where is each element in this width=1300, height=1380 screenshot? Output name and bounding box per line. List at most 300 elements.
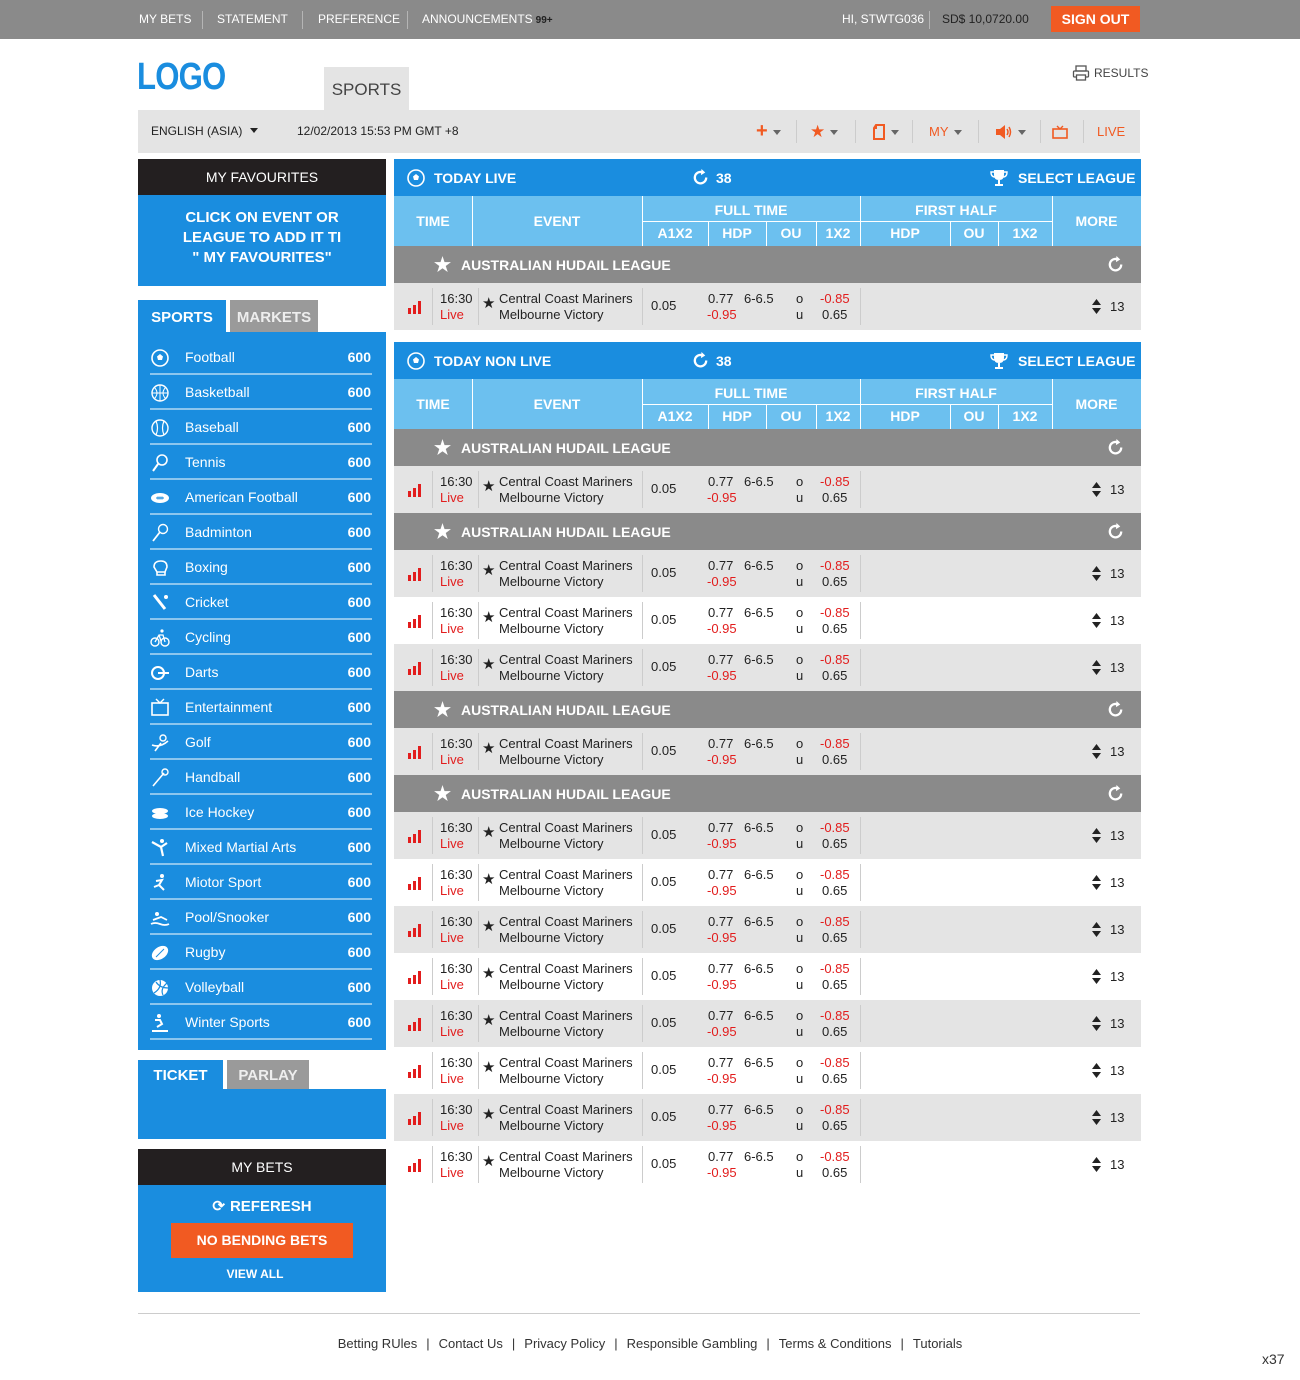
col-hdp: HDP — [890, 408, 920, 424]
away-team: Melbourne Victory — [499, 1118, 604, 1133]
col-time: TIME — [416, 396, 450, 412]
printer-icon — [1072, 64, 1090, 82]
sidebar-item-volleyball[interactable] — [150, 970, 372, 1005]
odds-hdp-top[interactable]: 0.77 — [708, 867, 734, 882]
refresh-icon[interactable] — [1106, 784, 1125, 803]
refresh-icon[interactable] — [691, 168, 710, 187]
more-markets-count[interactable]: 13 — [1110, 922, 1125, 937]
match-status: Live — [440, 836, 464, 851]
away-team: Melbourne Victory — [499, 1024, 604, 1039]
odds-ou-bottom[interactable]: 0.65 — [822, 883, 848, 898]
stats-bar-icon[interactable] — [407, 614, 423, 628]
odds-ou-bottom[interactable]: 0.65 — [822, 977, 848, 992]
odds-ou-top[interactable]: -0.85 — [820, 961, 850, 976]
odds-hdp-bottom[interactable]: -0.95 — [707, 930, 737, 945]
sort-arrows-icon[interactable] — [1091, 298, 1102, 315]
divider — [642, 733, 643, 770]
odds-ou-top[interactable]: -0.85 — [820, 605, 850, 620]
more-markets-count[interactable]: 13 — [1110, 1157, 1125, 1172]
odds-a1x2[interactable]: 0.05 — [651, 743, 677, 758]
odds-ou-bottom[interactable]: 0.65 — [822, 1118, 848, 1133]
stats-bar-icon[interactable] — [407, 876, 423, 890]
section-header — [394, 342, 1141, 379]
match-time: 16:30 — [440, 474, 473, 489]
under-label: u — [796, 883, 804, 898]
odds-hdp-top[interactable]: 0.77 — [708, 820, 734, 835]
more-markets-count[interactable]: 13 — [1110, 1110, 1125, 1125]
divider — [432, 1146, 433, 1183]
odds-ou-bottom[interactable]: 0.65 — [822, 752, 848, 767]
odds-ou-top[interactable]: -0.85 — [820, 1008, 850, 1023]
refresh-icon[interactable] — [1106, 700, 1125, 719]
match-row[interactable] — [394, 1047, 1141, 1094]
more-markets-count[interactable]: 13 — [1110, 744, 1125, 759]
match-row[interactable] — [394, 953, 1141, 1000]
more-markets-count[interactable]: 13 — [1110, 875, 1125, 890]
section-header — [394, 159, 1141, 196]
home-team: Central Coast Mariners — [499, 474, 633, 489]
more-markets-count[interactable]: 13 — [1110, 613, 1125, 628]
footer-link-contact-us[interactable]: Contact Us — [438, 1336, 503, 1351]
odds-a1x2[interactable]: 0.05 — [651, 968, 677, 983]
stats-bar-icon[interactable] — [407, 661, 423, 675]
more-markets-count[interactable]: 13 — [1110, 482, 1125, 497]
odds-a1x2[interactable]: 0.05 — [651, 565, 677, 580]
refresh-icon[interactable] — [691, 351, 710, 370]
match-status: Live — [440, 307, 464, 322]
refresh-icon[interactable] — [1106, 255, 1125, 274]
sort-arrows-icon[interactable] — [1091, 968, 1102, 985]
sport-count: 600 — [347, 664, 371, 680]
odds-hdp-top[interactable]: 0.77 — [708, 914, 734, 929]
odds-hdp-top[interactable]: 0.77 — [708, 1055, 734, 1070]
match-row[interactable] — [394, 550, 1141, 597]
odds-hdp-bottom[interactable]: -0.95 — [707, 574, 737, 589]
stats-bar-icon[interactable] — [407, 1111, 423, 1125]
match-row[interactable] — [394, 906, 1141, 953]
odds-hdp-top[interactable]: 0.77 — [708, 1149, 734, 1164]
odds-a1x2[interactable]: 0.05 — [651, 298, 677, 313]
sidebar-item-tennis[interactable] — [150, 445, 372, 480]
sort-arrows-icon[interactable] — [1091, 874, 1102, 891]
divider — [860, 1005, 861, 1042]
odds-hdp-top[interactable]: 0.77 — [708, 736, 734, 751]
odds-ou-top[interactable]: -0.85 — [820, 1102, 850, 1117]
divider — [642, 911, 643, 948]
footer-links — [0, 1336, 1300, 1351]
divider — [478, 602, 479, 639]
odds-hdp-top[interactable]: 0.77 — [708, 558, 734, 573]
sort-arrows-icon[interactable] — [1091, 827, 1102, 844]
odds-hdp-bottom[interactable]: -0.95 — [707, 977, 737, 992]
sport-count: 600 — [347, 1014, 371, 1030]
odds-a1x2[interactable]: 0.05 — [651, 659, 677, 674]
odds-ou-bottom[interactable]: 0.65 — [822, 1165, 848, 1180]
star-icon[interactable]: ★ — [434, 255, 452, 276]
divider — [860, 1099, 861, 1136]
add-menu[interactable] — [756, 110, 781, 153]
match-row[interactable] — [394, 1094, 1141, 1141]
sport-name: Pool/Snooker — [185, 909, 270, 925]
sport-count: 600 — [347, 804, 371, 820]
footer-link-privacy-policy[interactable]: Privacy Policy — [524, 1336, 606, 1351]
match-row[interactable] — [394, 859, 1141, 906]
star-icon[interactable]: ★ — [434, 784, 452, 805]
odds-ou-bottom[interactable]: 0.65 — [822, 930, 848, 945]
more-markets-count[interactable]: 13 — [1110, 299, 1125, 314]
match-status: Live — [440, 1071, 464, 1086]
tab-parlay[interactable]: PARLAY — [227, 1060, 309, 1089]
odds-a1x2[interactable]: 0.05 — [651, 1015, 677, 1030]
stats-bar-icon[interactable] — [407, 970, 423, 984]
odds-ou-bottom[interactable]: 0.65 — [822, 1071, 848, 1086]
home-team: Central Coast Mariners — [499, 867, 633, 882]
star-icon[interactable]: ★ — [434, 438, 452, 459]
my-bets-link[interactable]: MY BETS — [139, 12, 192, 26]
refresh-label: REFERESH — [229, 1198, 312, 1215]
select-league-button[interactable]: SELECT LEAGUE — [1018, 353, 1136, 369]
divider — [478, 911, 479, 948]
favourites-hint-line: CLICK ON EVENT OR — [185, 209, 339, 226]
match-status: Live — [440, 1165, 464, 1180]
logo[interactable]: LOGO — [137, 56, 226, 98]
plus-icon: + — [756, 120, 768, 142]
balance: SD$ 10,0720.00 — [942, 12, 1029, 26]
sport-name: Football — [185, 349, 235, 365]
sidebar-item-winter-sports[interactable] — [150, 1005, 372, 1040]
away-team: Melbourne Victory — [499, 836, 604, 851]
divider — [860, 602, 861, 639]
league-header[interactable] — [394, 775, 1141, 812]
odds-hdp-bottom[interactable]: -0.95 — [707, 752, 737, 767]
favourite-star-icon[interactable]: ★ — [482, 562, 496, 579]
league-header[interactable] — [394, 513, 1141, 550]
favourite-star-icon[interactable]: ★ — [482, 295, 496, 312]
odds-hdp-bottom[interactable]: -0.95 — [707, 490, 737, 505]
stats-bar-icon[interactable] — [407, 923, 423, 937]
divider — [642, 288, 643, 325]
sort-arrows-icon[interactable] — [1091, 612, 1102, 629]
odds-a1x2[interactable]: 0.05 — [651, 874, 677, 889]
chevron-down-icon — [773, 130, 781, 139]
odds-hdp-bottom[interactable]: -0.95 — [707, 836, 737, 851]
col-ou: OU — [963, 408, 985, 424]
league-header[interactable] — [394, 246, 1141, 283]
stats-bar-icon[interactable] — [407, 1017, 423, 1031]
odds-hdp-top[interactable]: 0.77 — [708, 291, 734, 306]
sidebar-item-miotor-sport[interactable] — [150, 865, 372, 900]
odds-ou-top[interactable]: -0.85 — [820, 914, 850, 929]
odds-hdp-top[interactable]: 0.77 — [708, 605, 734, 620]
tab-ticket[interactable]: TICKET — [138, 1060, 223, 1089]
odds-ou-bottom[interactable]: 0.65 — [822, 621, 848, 636]
sidebar-item-entertainment[interactable] — [150, 690, 372, 725]
sort-arrows-icon[interactable] — [1091, 1015, 1102, 1032]
favourite-star-icon[interactable]: ★ — [482, 871, 496, 888]
divider — [642, 649, 643, 686]
col-event: EVENT — [533, 213, 581, 229]
odds-a1x2[interactable]: 0.05 — [651, 921, 677, 936]
more-markets-count[interactable]: 13 — [1110, 828, 1125, 843]
odds-ou-bottom[interactable]: 0.65 — [822, 490, 848, 505]
odds-hdp-top[interactable]: 0.77 — [708, 961, 734, 976]
stats-bar-icon[interactable] — [407, 483, 423, 497]
handicap-line: 6-6.5 — [744, 1055, 774, 1070]
zoom-label: x37 — [1262, 1351, 1285, 1367]
sidebar-item-baseball[interactable] — [150, 410, 372, 445]
sidebar-item-handball[interactable] — [150, 760, 372, 795]
favourites-menu[interactable] — [810, 110, 838, 153]
tab-markets[interactable]: MARKETS — [230, 300, 318, 333]
sidebar-item-darts[interactable] — [150, 655, 372, 690]
odds-ou-bottom[interactable]: 0.65 — [822, 574, 848, 589]
divider — [642, 555, 643, 592]
under-label: u — [796, 836, 804, 851]
sidebar-item-pool-snooker[interactable] — [150, 900, 372, 935]
sidebar-item-badminton[interactable] — [150, 515, 372, 550]
favourite-star-icon[interactable]: ★ — [482, 740, 496, 757]
refresh-icon[interactable] — [1106, 522, 1125, 541]
divider — [860, 555, 861, 592]
divider — [860, 911, 861, 948]
odds-hdp-bottom[interactable]: -0.95 — [707, 307, 737, 322]
under-label: u — [796, 752, 804, 767]
col-b: 1X2 — [1012, 408, 1038, 424]
league-header[interactable] — [394, 429, 1141, 466]
match-row[interactable] — [394, 597, 1141, 644]
favourite-star-icon[interactable]: ★ — [482, 656, 496, 673]
stats-bar-icon[interactable] — [407, 300, 423, 314]
sidebar-item-boxing[interactable] — [150, 550, 372, 585]
divider — [472, 196, 473, 246]
match-status: Live — [440, 574, 464, 589]
odds-hdp-bottom[interactable]: -0.95 — [707, 668, 737, 683]
divider — [478, 288, 479, 325]
odds-a1x2[interactable]: 0.05 — [651, 827, 677, 842]
match-row[interactable] — [394, 644, 1141, 691]
sort-arrows-icon[interactable] — [1091, 659, 1102, 676]
more-markets-count[interactable]: 13 — [1110, 969, 1125, 984]
section-title: TODAY NON LIVE — [434, 353, 552, 369]
match-status: Live — [440, 883, 464, 898]
home-team: Central Coast Mariners — [499, 558, 633, 573]
favourite-star-icon[interactable]: ★ — [482, 1059, 496, 1076]
odds-hdp-bottom[interactable]: -0.95 — [707, 621, 737, 636]
my-bets-header: MY BETS — [138, 1149, 386, 1185]
divider — [642, 817, 643, 854]
more-markets-count[interactable]: 13 — [1110, 566, 1125, 581]
stats-bar-icon[interactable] — [407, 745, 423, 759]
stats-bar-icon[interactable] — [407, 567, 423, 581]
handball-icon — [150, 768, 170, 788]
sort-arrows-icon[interactable] — [1091, 1156, 1102, 1173]
star-icon[interactable]: ★ — [434, 700, 452, 721]
col-a: A1X2 — [657, 408, 693, 424]
favourite-star-icon[interactable]: ★ — [482, 609, 496, 626]
more-markets-count[interactable]: 13 — [1110, 1063, 1125, 1078]
divider — [860, 864, 861, 901]
sort-arrows-icon[interactable] — [1091, 1062, 1102, 1079]
sport-count: 600 — [347, 454, 371, 470]
preference-link[interactable]: PREFERENCE — [318, 12, 401, 26]
chevron-down-icon — [891, 130, 899, 139]
sidebar-item-golf[interactable] — [150, 725, 372, 760]
divider — [472, 379, 473, 429]
odds-ou-bottom[interactable]: 0.65 — [822, 836, 848, 851]
sidebar-item-basketball[interactable] — [150, 375, 372, 410]
col-ou: OU — [780, 225, 802, 241]
sidebar-item-mixed-martial-arts[interactable] — [150, 830, 372, 865]
odds-hdp-bottom[interactable]: -0.95 — [707, 1165, 737, 1180]
match-row[interactable] — [394, 1141, 1141, 1188]
odds-ou-top[interactable]: -0.85 — [820, 652, 850, 667]
language-select[interactable] — [151, 110, 258, 153]
match-row[interactable] — [394, 1000, 1141, 1047]
odds-hdp-bottom[interactable]: -0.95 — [707, 1071, 737, 1086]
divider — [816, 405, 817, 429]
footer-link-responsible-gambling[interactable]: Responsible Gambling — [626, 1336, 758, 1351]
odds-ou-top[interactable]: -0.85 — [820, 291, 850, 306]
refresh-button[interactable] — [138, 1197, 386, 1215]
favourite-star-icon[interactable]: ★ — [482, 918, 496, 935]
star-icon[interactable]: ★ — [434, 522, 452, 543]
sport-name: Rugby — [185, 944, 226, 960]
divider — [202, 11, 203, 29]
golf-icon — [150, 733, 170, 753]
odds-a1x2[interactable]: 0.05 — [651, 1109, 677, 1124]
announcements-link[interactable] — [422, 0, 553, 39]
col-more: MORE — [1075, 396, 1118, 412]
datetime: 12/02/2013 15:53 PM GMT +8 — [297, 124, 459, 138]
odds-hdp-top[interactable]: 0.77 — [708, 652, 734, 667]
match-row[interactable] — [394, 466, 1141, 513]
match-time: 16:30 — [440, 605, 473, 620]
boxing-icon — [150, 558, 170, 578]
sort-arrows-icon[interactable] — [1091, 565, 1102, 582]
trophy-icon — [989, 351, 1009, 371]
sort-arrows-icon[interactable] — [1091, 1109, 1102, 1126]
favourite-star-icon[interactable]: ★ — [482, 478, 496, 495]
match-time: 16:30 — [440, 1102, 473, 1117]
match-time: 16:30 — [440, 1055, 473, 1070]
stats-bar-icon[interactable] — [407, 829, 423, 843]
match-time: 16:30 — [440, 961, 473, 976]
col-event: EVENT — [533, 396, 581, 412]
live-button[interactable]: LIVE — [1097, 124, 1126, 139]
divider — [860, 471, 861, 508]
odds-ou-top[interactable]: -0.85 — [820, 1055, 850, 1070]
odds-a1x2[interactable]: 0.05 — [651, 1156, 677, 1171]
handicap-line: 6-6.5 — [744, 1008, 774, 1023]
odds-ou-top[interactable]: -0.85 — [820, 1149, 850, 1164]
sidebar-item-cricket[interactable] — [150, 585, 372, 620]
handicap-line: 6-6.5 — [744, 1149, 774, 1164]
american-football-icon — [150, 488, 170, 508]
no-pending-bets-button[interactable]: NO BENDING BETS — [171, 1223, 353, 1258]
refresh-icon[interactable] — [1106, 438, 1125, 457]
sound-menu[interactable] — [995, 110, 1026, 153]
sort-arrows-icon[interactable] — [1091, 743, 1102, 760]
footer-link-terms-conditions[interactable]: Terms & Conditions — [778, 1336, 892, 1351]
my-menu[interactable] — [929, 110, 962, 153]
odds-ou-bottom[interactable]: 0.65 — [822, 668, 848, 683]
statement-link[interactable]: STATEMENT — [217, 12, 288, 26]
odds-ou-top[interactable]: -0.85 — [820, 474, 850, 489]
sidebar-item-football[interactable] — [150, 340, 372, 375]
results-link[interactable] — [1072, 64, 1148, 82]
footer-link-betting-rules[interactable]: Betting RUles — [337, 1336, 418, 1351]
odds-hdp-bottom[interactable]: -0.95 — [707, 1024, 737, 1039]
favourite-star-icon[interactable]: ★ — [482, 1153, 496, 1170]
odds-ou-top[interactable]: -0.85 — [820, 820, 850, 835]
match-row[interactable] — [394, 283, 1141, 330]
favourite-star-icon[interactable]: ★ — [482, 1106, 496, 1123]
footer-link-tutorials[interactable]: Tutorials — [912, 1336, 963, 1351]
odds-ou-bottom[interactable]: 0.65 — [822, 1024, 848, 1039]
sport-name: Entertainment — [185, 699, 273, 715]
favourite-star-icon[interactable]: ★ — [482, 824, 496, 841]
odds-ou-top[interactable]: -0.85 — [820, 867, 850, 882]
over-label: o — [796, 1102, 804, 1117]
match-row[interactable] — [394, 812, 1141, 859]
odds-hdp-top[interactable]: 0.77 — [708, 474, 734, 489]
match-row[interactable] — [394, 728, 1141, 775]
divider — [407, 11, 408, 29]
col-ou: OU — [780, 408, 802, 424]
select-league-button[interactable]: SELECT LEAGUE — [1018, 170, 1136, 186]
stats-bar-icon[interactable] — [407, 1064, 423, 1078]
sidebar-item-ice-hockey[interactable] — [150, 795, 372, 830]
stats-bar-icon[interactable] — [407, 1158, 423, 1172]
odds-a1x2[interactable]: 0.05 — [651, 481, 677, 496]
away-team: Melbourne Victory — [499, 883, 604, 898]
view-all-link[interactable]: VIEW ALL — [226, 1267, 284, 1281]
odds-hdp-bottom[interactable]: -0.95 — [707, 1118, 737, 1133]
home-team: Central Coast Mariners — [499, 1008, 633, 1023]
away-team: Melbourne Victory — [499, 1165, 604, 1180]
odds-hdp-top[interactable]: 0.77 — [708, 1008, 734, 1023]
odds-ou-top[interactable]: -0.85 — [820, 558, 850, 573]
tab-sports[interactable]: SPORTS — [324, 67, 409, 110]
tv-button[interactable] — [1052, 110, 1068, 153]
sign-out-button[interactable]: SIGN OUT — [1051, 6, 1140, 32]
league-header[interactable] — [394, 691, 1141, 728]
more-markets-count[interactable]: 13 — [1110, 660, 1125, 675]
sport-count: 600 — [347, 909, 371, 925]
odds-a1x2[interactable]: 0.05 — [651, 1062, 677, 1077]
favourite-star-icon[interactable]: ★ — [482, 965, 496, 982]
sport-count: 600 — [347, 699, 371, 715]
language-label: ENGLISH (ASIA) — [151, 124, 243, 138]
tab-sports-list[interactable]: SPORTS — [138, 300, 226, 333]
sort-arrows-icon[interactable] — [1091, 921, 1102, 938]
odds-hdp-bottom[interactable]: -0.95 — [707, 883, 737, 898]
odds-hdp-top[interactable]: 0.77 — [708, 1102, 734, 1117]
sidebar-item-american-football[interactable] — [150, 480, 372, 515]
sidebar-item-rugby[interactable] — [150, 935, 372, 970]
sort-arrows-icon[interactable] — [1091, 481, 1102, 498]
odds-menu[interactable] — [872, 110, 899, 153]
favourite-star-icon[interactable]: ★ — [482, 1012, 496, 1029]
sidebar-item-cycling[interactable] — [150, 620, 372, 655]
odds-a1x2[interactable]: 0.05 — [651, 612, 677, 627]
divider — [432, 1052, 433, 1089]
col-first_half: FIRST HALF — [915, 202, 997, 218]
more-markets-count[interactable]: 13 — [1110, 1016, 1125, 1031]
column-headers — [394, 196, 1141, 246]
odds-ou-bottom[interactable]: 0.65 — [822, 307, 848, 322]
odds-ou-top[interactable]: -0.85 — [820, 736, 850, 751]
